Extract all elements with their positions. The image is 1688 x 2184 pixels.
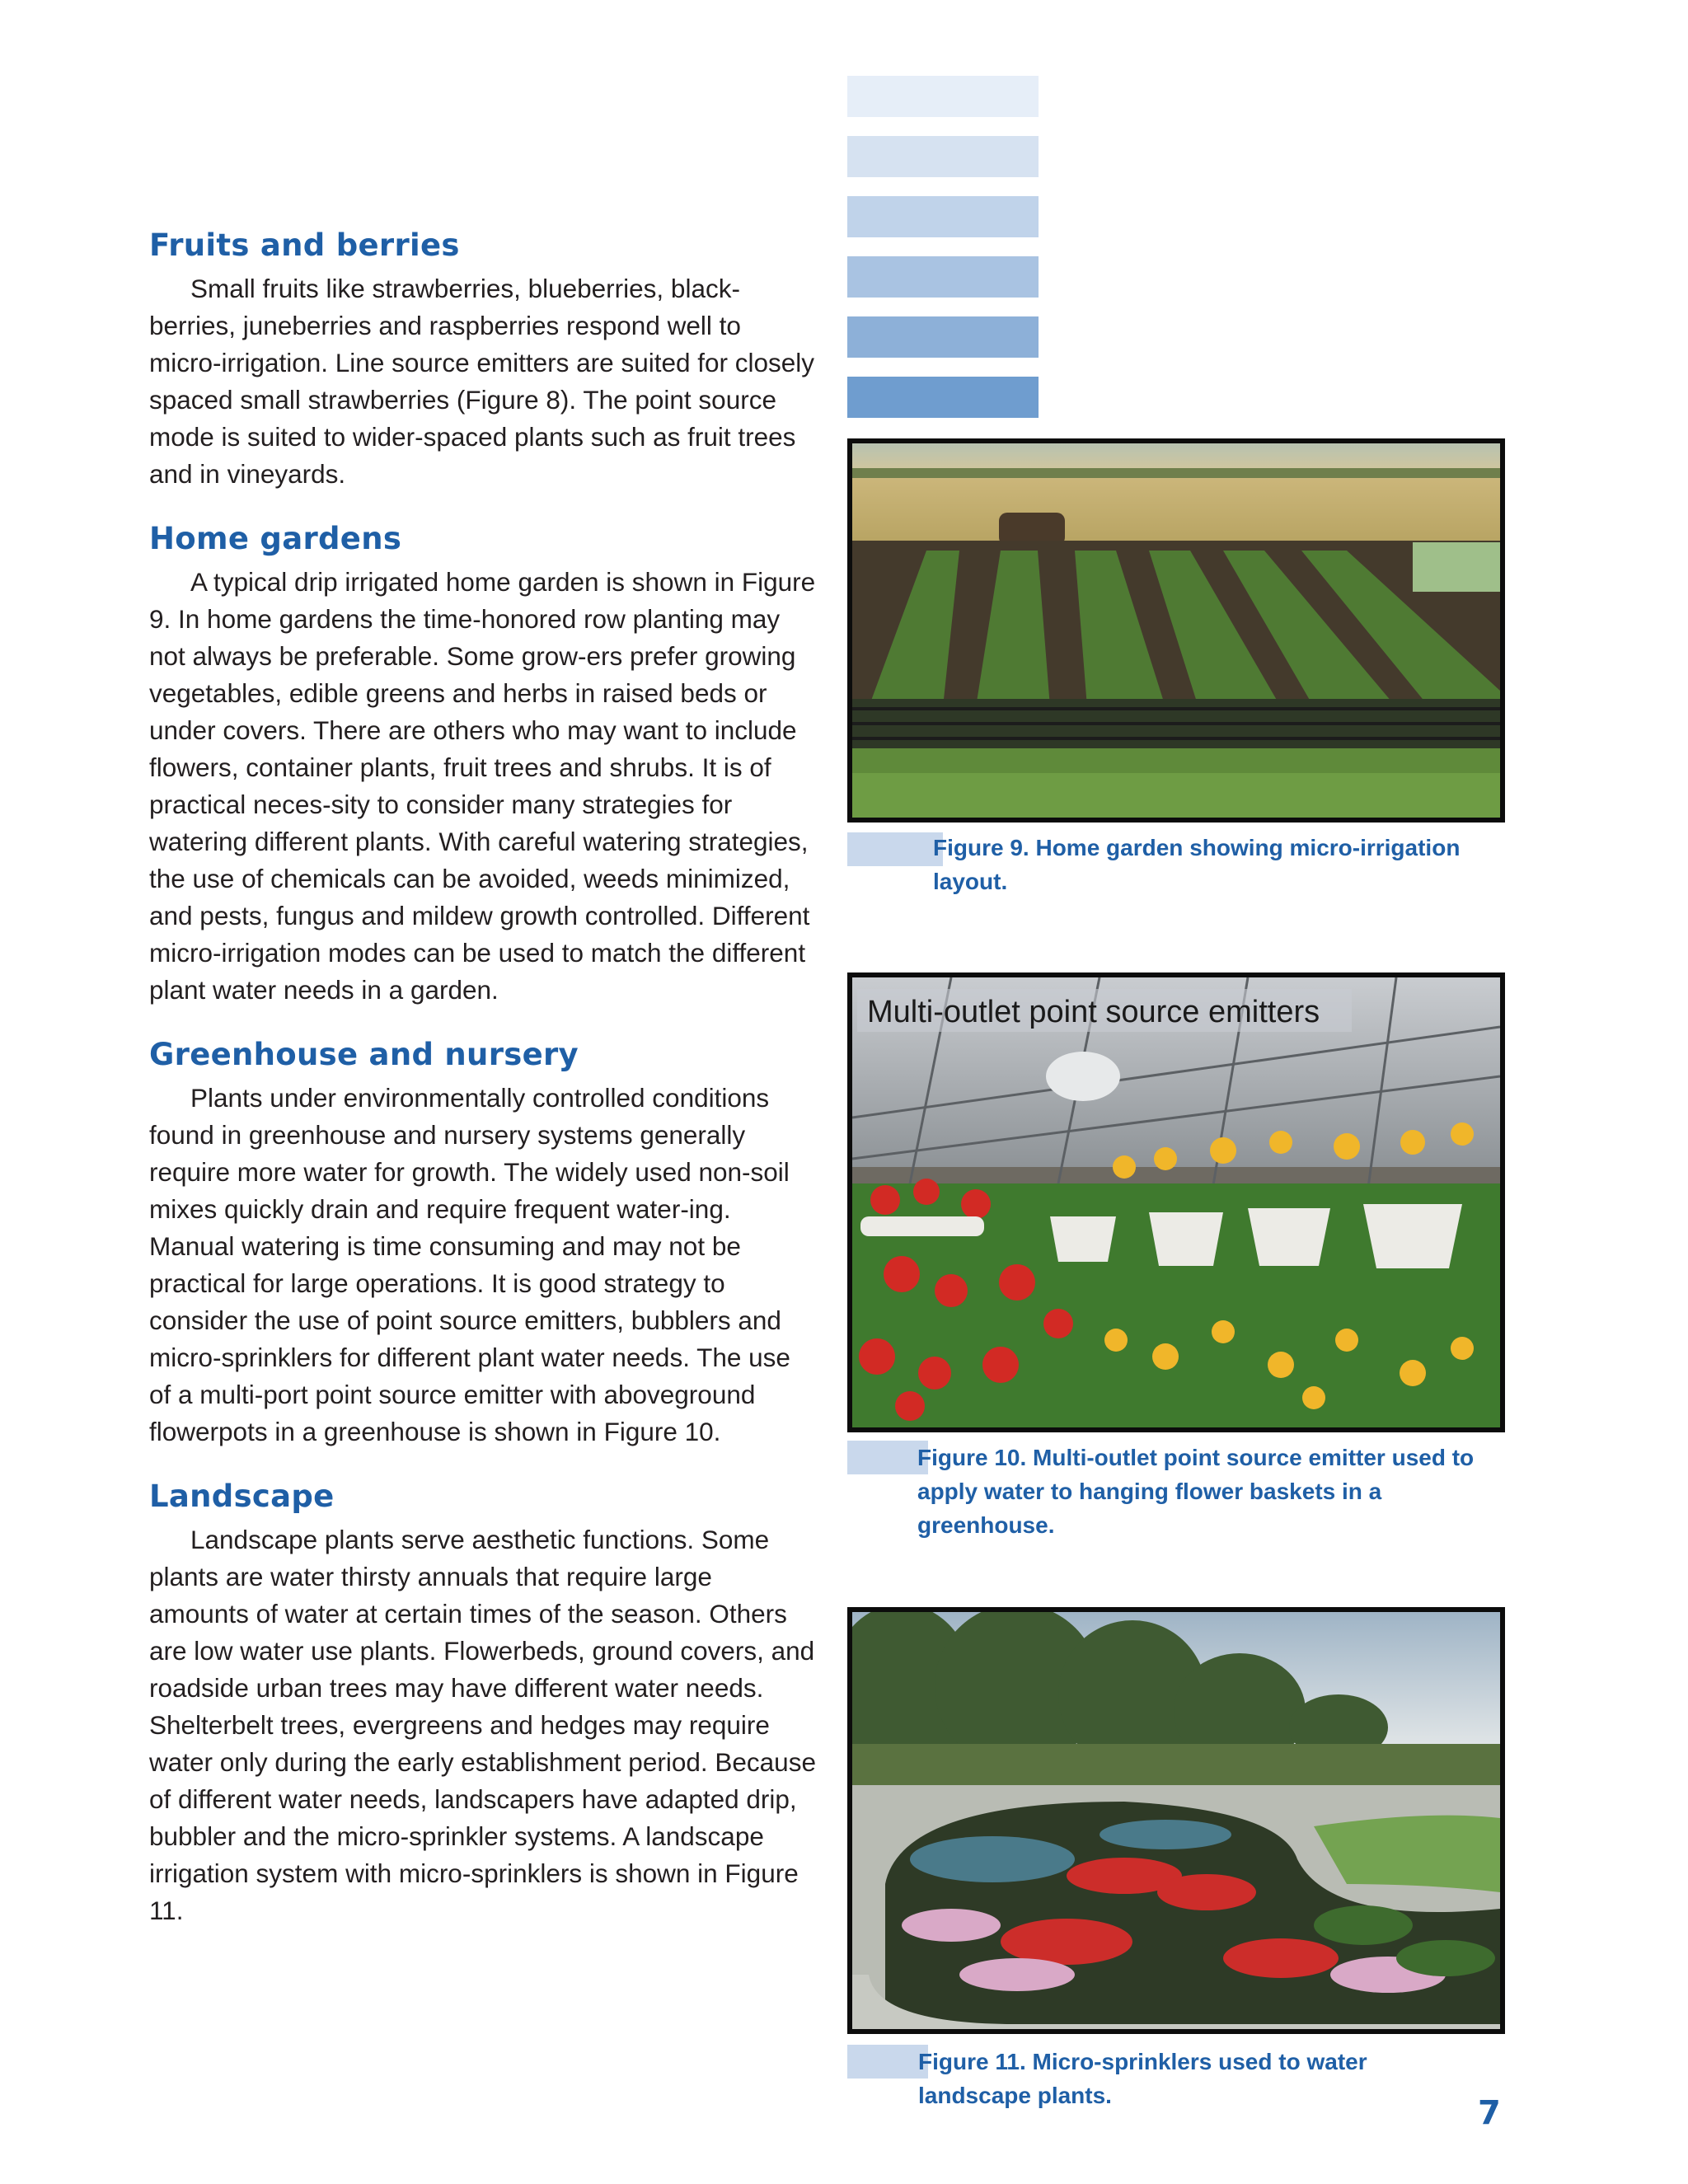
section-heading: Fruits and berries	[149, 227, 460, 263]
greenhouse-photo	[852, 977, 1500, 1427]
decor-bar-6	[847, 377, 1039, 418]
figure-10-photo	[847, 972, 1505, 1432]
section-landscape	[149, 1472, 817, 1929]
section-greenhouse-and-nursery	[149, 1030, 817, 1451]
section-body: Plants under environmentally controlled conditions found in greenhouse and nursery systems generally require more water for growth. The widely used non-soil mixes quickly drain and require frequent water-ing. Manual watering is time consuming and may not be practical for large operations. It is good strategy to consider the use of point source emitters, bubblers and micro-sprinklers for different plant water needs. The use of a multi-port point source emitter with aboveground flowerpots in a greenhouse is shown in Figure 10.	[149, 1083, 790, 1446]
caption-tab	[847, 2045, 928, 2079]
caption-tab	[847, 832, 943, 866]
caption-text: Multi-outlet point source emitter used to apply water to hanging flower baskets in a greenhouse.	[917, 1445, 1475, 1538]
text-column	[149, 221, 817, 1951]
figure-11-caption	[918, 2045, 1429, 2112]
decor-bar-5	[847, 316, 1039, 358]
decorative-bars	[847, 76, 1039, 437]
section-body: A typical drip irrigated home garden is shown in Figure 9. In home gardens the time-honored row planting may not always be preferable. Some grow-ers prefer growing vegetables, edible greens and herbs in raised beds or under covers. There are others who may want to include flowers, container plants, fruit trees and shrubs. It is of practical neces-sity to consider many strategies for watering different plants. With careful watering strategies, the use of chemicals can be avoided, weeds minimized, and pests, fungus and mildew growth controlled. Different micro-irrigation modes can be used to match the different plant water needs in a garden.	[149, 567, 816, 1005]
section-fruits-and-berries	[149, 221, 817, 493]
section-heading: Home gardens	[149, 521, 402, 556]
photo-overlay-text: Multi-outlet point source emitters	[867, 995, 1320, 1029]
decor-bar-3	[847, 196, 1039, 237]
caption-text: Home garden showing micro-irrigation layout.	[933, 835, 1461, 894]
page-number: 7	[1478, 2094, 1501, 2132]
figure-10-caption	[917, 1441, 1503, 1542]
decor-bar-4	[847, 256, 1039, 298]
figure-number: Figure 10.	[917, 1445, 1027, 1470]
figure-number: Figure 11.	[918, 2049, 1026, 2074]
figure-9-photo	[847, 438, 1505, 823]
section-heading: Greenhouse and nursery	[149, 1037, 579, 1072]
figure-number: Figure 9.	[933, 835, 1029, 860]
home-garden-photo	[852, 443, 1500, 818]
decor-bar-2	[847, 136, 1039, 177]
section-home-gardens	[149, 514, 817, 1009]
section-body: Landscape plants serve aesthetic functions. Some plants are water thirsty annuals that require large amounts of water at certain times of the season. Others are low water use plants. Flowerbeds, ground covers, and roadside urban trees may have different water needs. Shelterbelt trees, evergreens and hedges may require water only during the early establishment period. Because of different water needs, landscapers have adapted drip, bubbler and the micro-sprinkler systems. A landscape irrigation system with micro-sprinklers is shown in Figure 11.	[149, 1525, 816, 1925]
caption-tab	[847, 1441, 928, 1474]
figure-9-caption	[933, 831, 1510, 898]
caption-text: Micro-sprinklers used to water landscape plants.	[918, 2049, 1367, 2108]
section-body: Small fruits like strawberries, blueberries, black-berries, juneberries and raspberries respond well to micro-irrigation. Line source emitters are suited for closely spaced small strawberries (Figure 8). The point source mode is suited to wider-spaced plants such as fruit trees and in vineyards.	[149, 274, 815, 489]
figure-11-photo	[847, 1607, 1505, 2034]
decor-bar-1	[847, 76, 1039, 117]
section-heading: Landscape	[149, 1479, 335, 1514]
landscape-photo	[852, 1612, 1500, 2029]
